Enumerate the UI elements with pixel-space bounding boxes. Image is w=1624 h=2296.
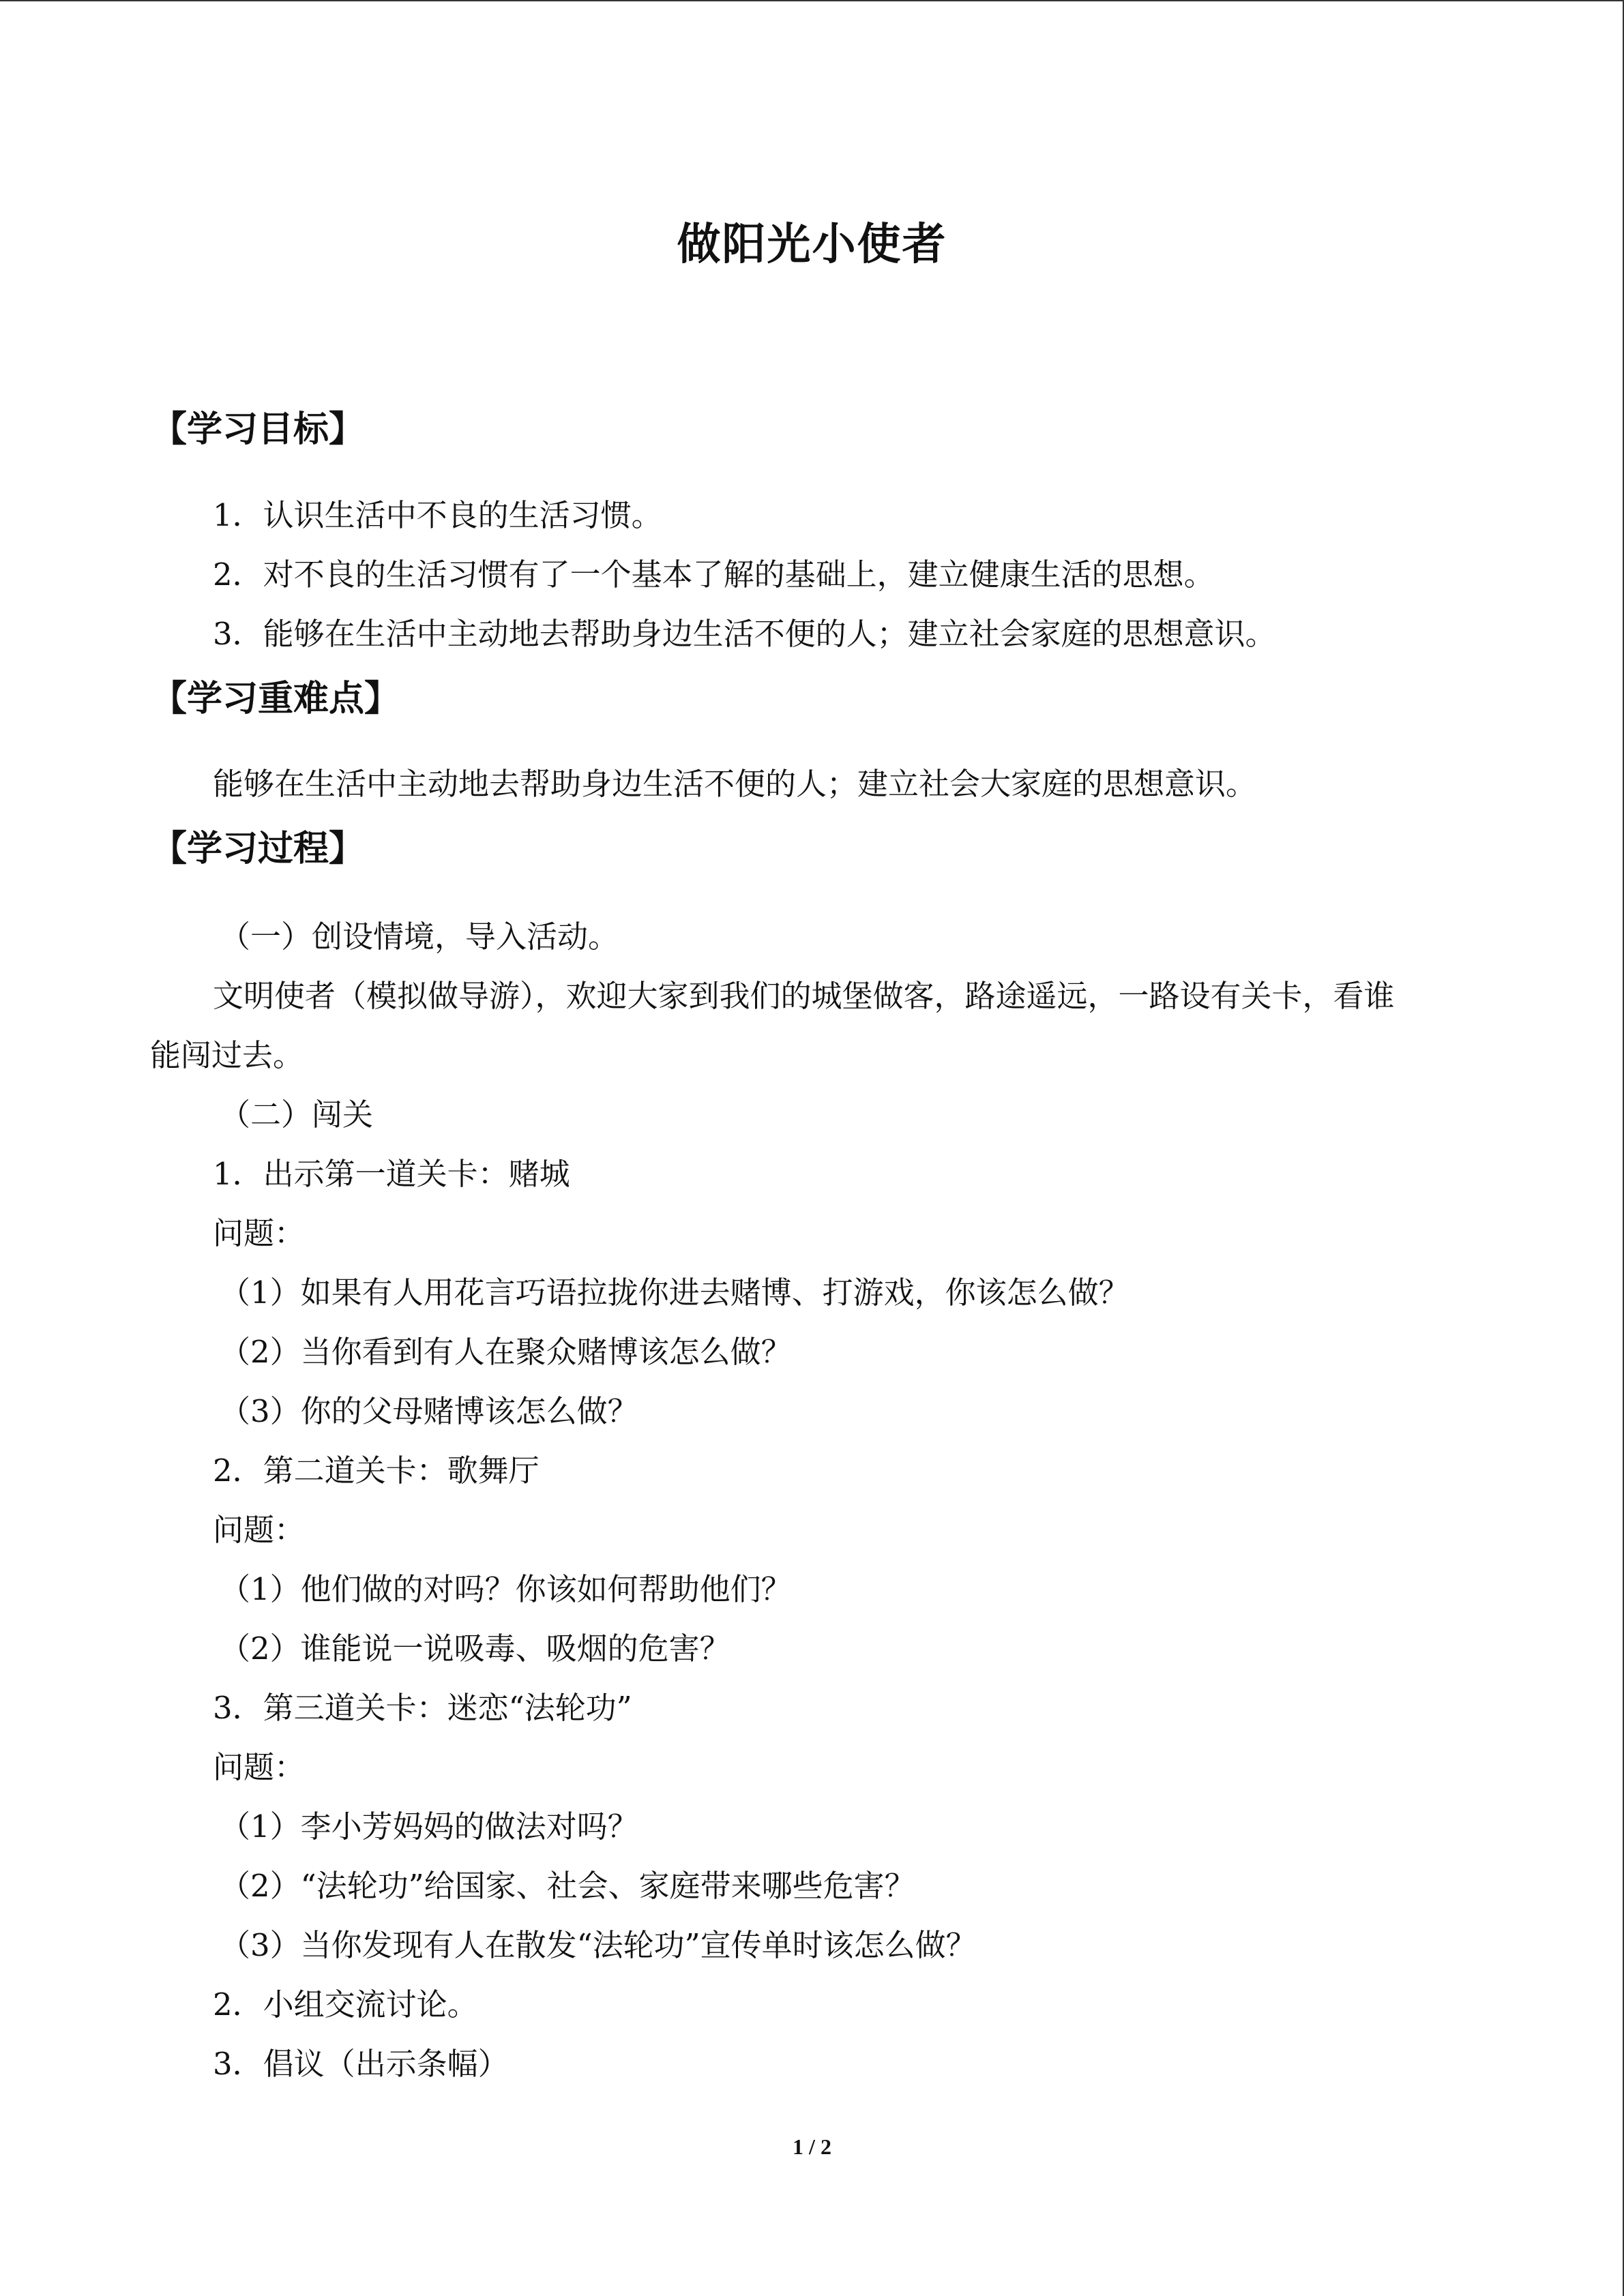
page-number: 1 / 2 <box>793 2134 831 2159</box>
process-line: （二）闯关 <box>220 1097 374 1133</box>
process-line: 3．倡议（出示条幅） <box>213 2046 509 2082</box>
process-line: 问题： <box>213 1749 306 1785</box>
process-line: 1．出示第一道关卡：赌城 <box>213 1156 570 1192</box>
document-title: 做阳光小使者 <box>677 220 947 270</box>
goal-item-2: 2．对不良的生活习惯有了一个基本了解的基础上，建立健康生活的思想。 <box>213 556 1215 593</box>
process-line: （3）当你发现有人在散发“法轮功”宣传单时该怎么做？ <box>220 1927 977 1963</box>
key-points-text: 能够在生活中主动地去帮助身边生活不便的人；建立社会大家庭的思想意识。 <box>213 766 1257 802</box>
process-line: 能闯过去。 <box>150 1037 304 1073</box>
process-line: （1）如果有人用花言巧语拉拢你进去赌博、打游戏，你该怎么做？ <box>220 1274 1130 1311</box>
goal-item-3: 3．能够在生活中主动地去帮助身边生活不便的人；建立社会家庭的思想意识。 <box>213 616 1276 652</box>
process-line: 3．第三道关卡：迷恋“法轮功” <box>213 1690 632 1726</box>
process-line: （3）你的父母赌博该怎么做？ <box>220 1393 638 1429</box>
process-line: 2．第二道关卡：歌舞厅 <box>213 1452 540 1489</box>
heading-learning-goals: 【学习目标】 <box>151 409 365 450</box>
process-line: 文明使者（模拟做导游），欢迎大家到我们的城堡做客，路途遥远，一路设有关卡，看谁 <box>213 978 1395 1014</box>
goal-item-1: 1．认识生活中不良的生活习惯。 <box>213 497 662 533</box>
process-line: （2）“法轮功”给国家、社会、家庭带来哪些危害？ <box>220 1868 915 1904</box>
process-line: （1）李小芳妈妈的做法对吗？ <box>220 1808 638 1845</box>
process-line: 问题： <box>213 1215 306 1251</box>
heading-key-points: 【学习重难点】 <box>151 679 400 719</box>
process-line: （2）谁能说一说吸毒、吸烟的危害？ <box>220 1630 730 1667</box>
process-line: （2）当你看到有人在聚众赌博该怎么做？ <box>220 1334 792 1370</box>
heading-learning-process: 【学习过程】 <box>151 829 365 869</box>
process-line: （一）创设情境，导入活动。 <box>220 919 619 955</box>
process-line: 问题： <box>213 1512 306 1548</box>
process-line: 2．小组交流讨论。 <box>213 1986 478 2023</box>
process-line: （1）他们做的对吗？你该如何帮助他们？ <box>220 1571 792 1607</box>
